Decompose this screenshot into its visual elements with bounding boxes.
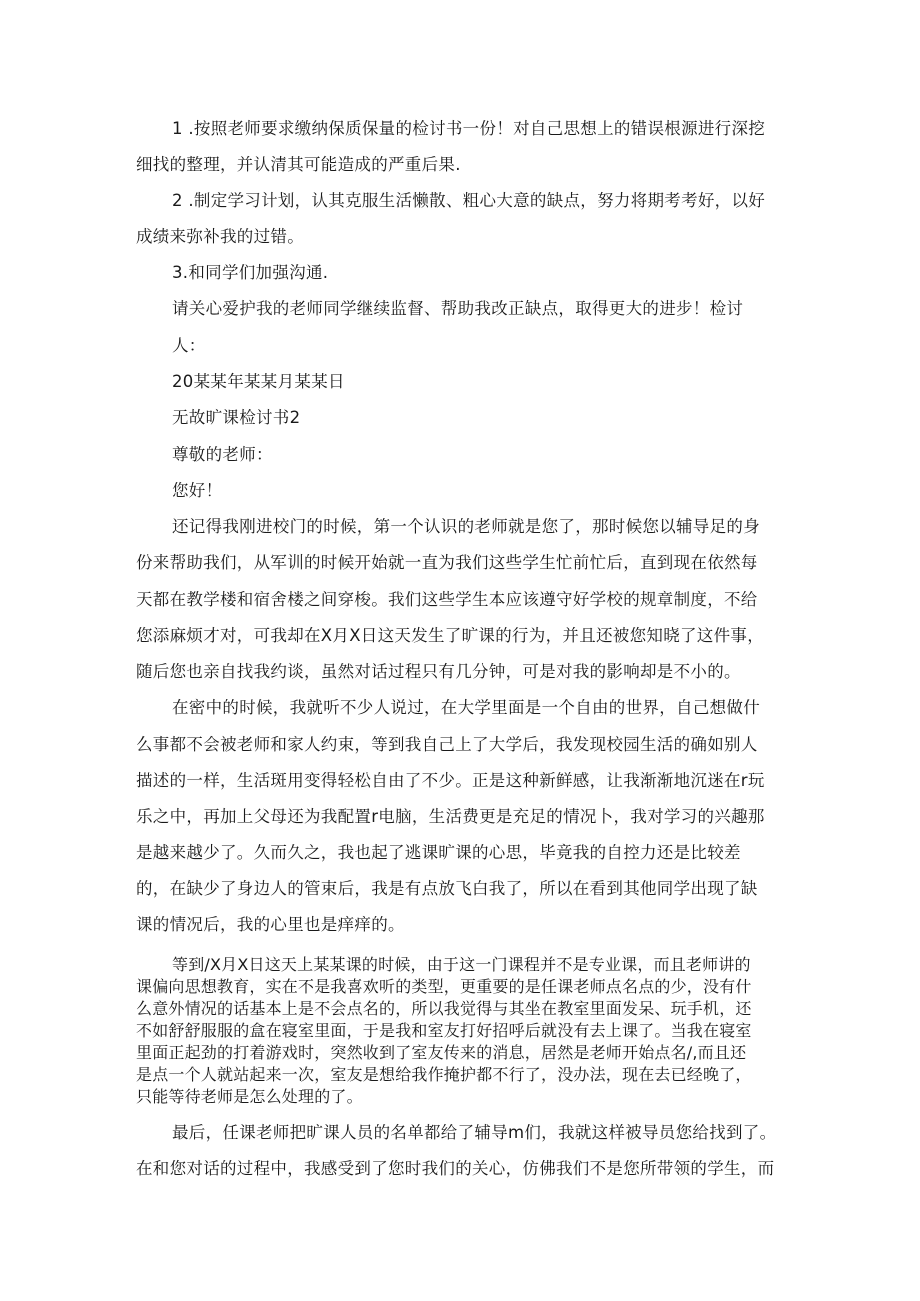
paragraph-line: 在密中的时候，我就听不少人说过，在大学里面是一个自由的世界，自己想做什 <box>172 698 760 717</box>
paragraph-line: 份来帮助我们，从军训的时候开始就一直为我们这些学生忙前忙后，直到现在依然每 <box>136 553 758 572</box>
paragraph-line: 描述的一样，生活斑用变得轻松自由了不少。正是这种新鲜感，让我渐渐地沉迷在r玩 <box>136 771 765 790</box>
paragraph-line: 等到/X月X日这天上某某课的时候，由于这一门课程并不是专业课，而且老师讲的 <box>172 955 751 974</box>
section-title: 无故旷课检讨书2 <box>172 408 301 427</box>
paragraph-line: 乐之中，再加上父母还为我配置r电脑，生活费更是充足的情况卜，我对学习的兴趣那 <box>136 807 765 826</box>
paragraph-line: 随后您也亲自找我约谈，虽然对话过程只有几分钟，可是对我的影响却是不小的。 <box>136 662 741 681</box>
paragraph-line: 里面正起劲的打着游戏时，突然收到了室友传来的消息，居然是老师开始点名/,而且还 <box>136 1043 747 1062</box>
paragraph-line: 3.和同学们加强沟通. <box>172 263 329 282</box>
paragraph-line: 是点一个人就站起来一次，室友是想给我作掩护都不行了，没办法，现在去已经晚了， <box>136 1065 752 1084</box>
paragraph-line: 的，在缺少了身边人的管束后，我是有点放飞白我了，所以在看到其他同学出现了缺 <box>136 879 758 898</box>
paragraph-line: 只能等待老师是怎么处理的了。 <box>136 1087 363 1106</box>
paragraph-line: 最后，任课老师把旷课人员的名单都给了辅导m们，我就这样被导员您给找到了。 <box>172 1123 777 1142</box>
paragraph-line: 天都在教学楼和宿舍楼之间穿梭。我们这些学生本应该遵守好学校的规章制度，不给 <box>136 590 758 609</box>
paragraph-line: 么事都不会被老师和家人约束，等到我自己上了大学后，我发现校园生活的确如别人 <box>136 735 758 754</box>
paragraph-line: 课偏向思想教育，实在不是我喜欢听的类型，更重要的是任课老师点名点的少，没有什 <box>136 977 752 996</box>
paragraph-line: 成绩来弥补我的过错。 <box>136 227 304 246</box>
paragraph-line: 不如舒舒服服的盒在寝室里面，于是我和室友打好招呼后就没有去上课了。当我在寝室 <box>136 1021 752 1040</box>
date-line: 20某某年某某月某某日 <box>172 372 345 391</box>
paragraph-line: 么意外情况的话基本上是不会点名的，所以我觉得与其坐在教室里面发呆、玩手机，还 <box>136 999 752 1018</box>
paragraph-line: 2 .制定学习计划，认其克服生活懒散、粗心大意的缺点，努力将期考考好，以好 <box>172 191 766 210</box>
paragraph-line: 您添麻烦才对，可我却在X月X日这天发生了旷课的行为，并且还被您知晓了这件事， <box>136 626 765 645</box>
paragraph-line: 还记得我刚进校门的时候，第一个认识的老师就是您了，那时候您以辅导足的身 <box>172 517 760 536</box>
greeting: 您好！ <box>172 481 223 500</box>
paragraph-line: 1 .按照老师要求缴纳保质保量的检讨书一份！对自己思想上的错误根源进行深挖 <box>172 119 766 138</box>
paragraph-line: 课的情况后，我的心里也是痒痒的。 <box>136 915 405 934</box>
paragraph-line: 人： <box>172 336 206 355</box>
paragraph-line: 细找的整理，并认清其可能造成的严重后果. <box>136 155 461 174</box>
salutation: 尊敬的老师： <box>172 445 273 464</box>
paragraph-line: 在和您对话的过程中，我感受到了您时我们的关心，仿佛我们不是您所带领的学生，而 <box>136 1159 775 1178</box>
paragraph-line: 是越来越少了。久而久之，我也起了逃课旷课的心思，毕竟我的自控力还是比较差 <box>136 843 741 862</box>
paragraph-line: 请关心爱护我的老师同学继续监督、帮助我改正缺点，取得更大的进步！检讨 <box>172 299 744 318</box>
